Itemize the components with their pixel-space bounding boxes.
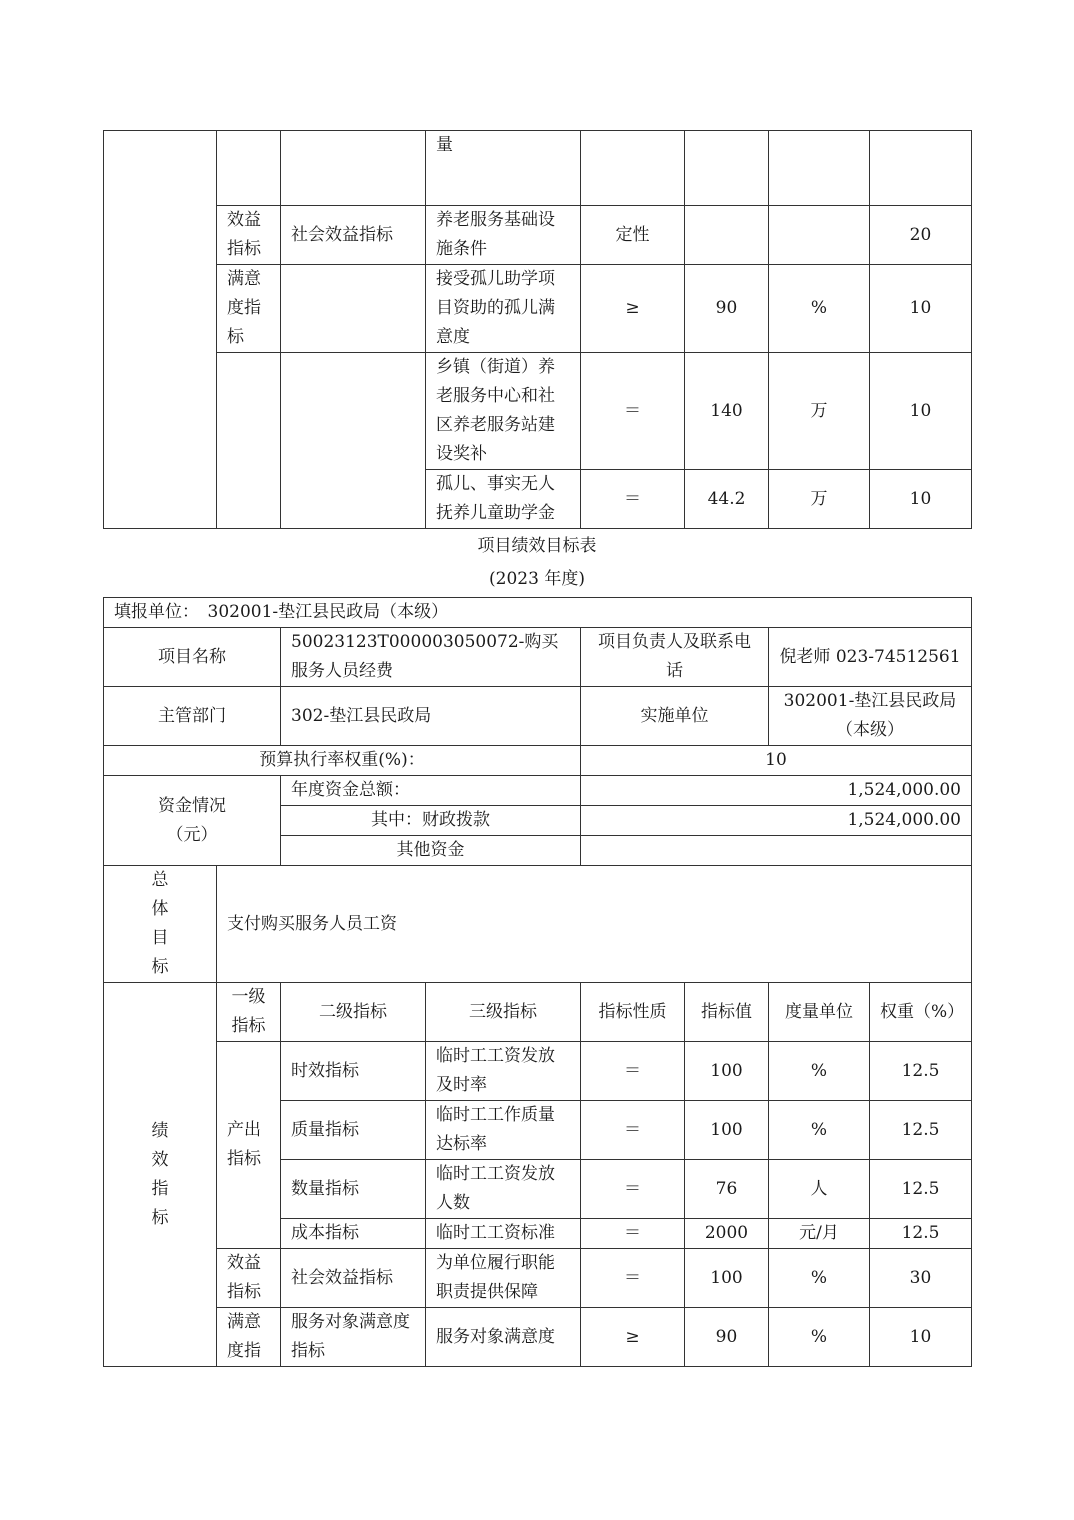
l3-cell: 临时工工作质量达标率 [426,1101,581,1160]
header-weight: 权重（%） [870,983,972,1042]
table-row [104,1249,972,1308]
table-row [104,265,972,353]
l2-cell: 数量指标 [281,1160,426,1219]
table-row [104,776,972,806]
satisfaction-label: 满意度指 [217,1308,281,1367]
value-cell: 100 [685,1249,769,1308]
table-row [104,983,972,1042]
weight-cell: 12.5 [870,1101,972,1160]
performance-target-table [103,597,972,1367]
benefit-label: 效益指标 [217,1249,281,1308]
weight-cell: 12.5 [870,1219,972,1249]
l1-cell: 满意度指标 [217,265,281,353]
value-cell: 2000 [685,1219,769,1249]
table-row [104,131,972,206]
perf-label: 绩效指标 [104,983,217,1367]
table-row [104,687,972,746]
table-row [104,746,972,776]
header-unit: 度量单位 [769,983,870,1042]
unit-cell: 万 [769,470,870,529]
table-row [104,866,972,983]
weight-cell: 10 [870,1308,972,1367]
l2-cell [281,353,426,529]
l3-cell: 养老服务基础设施条件 [426,206,581,265]
l1-cell: 效益指标 [217,206,281,265]
budget-rate-value: 10 [581,746,972,776]
impl-value: 302001-垫江县民政局（本级） [769,687,972,746]
other-funds-value [581,836,972,866]
weight-cell: 10 [870,470,972,529]
value-cell: 140 [685,353,769,470]
l3-cell: 接受孤儿助学项目资助的孤儿满意度 [426,265,581,353]
dept-value: 302-垫江县民政局 [281,687,581,746]
unit-cell: % [769,1042,870,1101]
unit-cell: 万 [769,353,870,470]
l3-cell: 乡镇（街道）养老服务中心和社区养老服务站建设奖补 [426,353,581,470]
weight-cell: 20 [870,206,972,265]
weight-cell [870,131,972,206]
table-row [104,628,972,687]
nature-cell: ＝ [581,470,685,529]
annual-total-value: 1,524,000.00 [581,776,972,806]
header-l1: 一级指标 [217,983,281,1042]
l2-cell: 服务对象满意度指标 [281,1308,426,1367]
dept-label: 主管部门 [104,687,281,746]
value-cell: 76 [685,1160,769,1219]
l2-cell [281,131,426,206]
table-row [104,1308,972,1367]
weight-cell: 10 [870,353,972,470]
nature-cell: ＝ [581,353,685,470]
l3-cell: 临时工工资发放人数 [426,1160,581,1219]
fiscal-value: 1,524,000.00 [581,806,972,836]
annual-total-label: 年度资金总额： [281,776,581,806]
unit-cell: % [769,265,870,353]
unit-cell: 元/月 [769,1219,870,1249]
l2-cell: 时效指标 [281,1042,426,1101]
l1-cell [217,131,281,206]
nature-cell: ≥ [581,265,685,353]
l2-cell: 社会效益指标 [281,206,426,265]
goal-value: 支付购买服务人员工资 [217,866,972,983]
nature-cell: ＝ [581,1101,685,1160]
perf-label-cell [104,131,217,529]
l2-cell: 质量指标 [281,1101,426,1160]
table-row [104,206,972,265]
table-year: (2023 年度) [489,569,585,589]
unit-cell [769,206,870,265]
l3-cell: 孤儿、事实无人抚养儿童助学金 [426,470,581,529]
table-row [104,353,972,470]
project-name-label: 项目名称 [104,628,281,687]
l2-cell: 社会效益指标 [281,1249,426,1308]
nature-cell: ＝ [581,1160,685,1219]
value-cell: 100 [685,1101,769,1160]
l3-cell: 服务对象满意度 [426,1308,581,1367]
table-title: 项目绩效目标表 [477,536,597,556]
weight-cell: 30 [870,1249,972,1308]
nature-cell: ≥ [581,1308,685,1367]
other-funds-label: 其他资金 [281,836,581,866]
l3-cell: 为单位履行职能职责提供保障 [426,1249,581,1308]
nature-cell [581,131,685,206]
unit-cell: % [769,1308,870,1367]
contact-value: 倪老师 023-74512561 [769,628,972,687]
project-name-value: 50023123T000003050072-购买服务人员经费 [281,628,581,687]
unit-cell: 人 [769,1160,870,1219]
l2-cell: 成本指标 [281,1219,426,1249]
fiscal-label: 其中：财政拨款 [281,806,581,836]
header-l3: 三级指标 [426,983,581,1042]
unit-cell [769,131,870,206]
value-cell: 90 [685,1308,769,1367]
impl-label: 实施单位 [581,687,769,746]
nature-cell: 定性 [581,206,685,265]
budget-rate-label: 预算执行率权重(%)： [104,746,581,776]
value-cell: 90 [685,265,769,353]
weight-cell: 12.5 [870,1160,972,1219]
nature-cell: ＝ [581,1219,685,1249]
header-l2: 二级指标 [281,983,426,1042]
value-cell [685,206,769,265]
l1-cell [217,353,281,529]
header-value: 指标值 [685,983,769,1042]
l2-cell [281,265,426,353]
table-row [104,1042,972,1101]
contact-label: 项目负责人及联系电话 [581,628,769,687]
unit-cell: % [769,1249,870,1308]
nature-cell: ＝ [581,1249,685,1308]
unit-cell: % [769,1101,870,1160]
table-row [104,598,972,628]
goal-label: 总体目标 [104,866,217,983]
weight-cell: 10 [870,265,972,353]
value-cell: 44.2 [685,470,769,529]
output-label: 产出指标 [217,1042,281,1249]
l3-cell: 临时工工资发放及时率 [426,1042,581,1101]
value-cell [685,131,769,206]
continued-indicator-table [103,130,972,529]
value-cell: 100 [685,1042,769,1101]
weight-cell: 12.5 [870,1042,972,1101]
header-nature: 指标性质 [581,983,685,1042]
funds-label: 资金情况（元） [104,776,281,866]
filing-unit: 填报单位： 302001-垫江县民政局（本级） [104,598,972,628]
nature-cell: ＝ [581,1042,685,1101]
l3-cell: 临时工工资标准 [426,1219,581,1249]
l3-cell: 量 [426,131,581,206]
